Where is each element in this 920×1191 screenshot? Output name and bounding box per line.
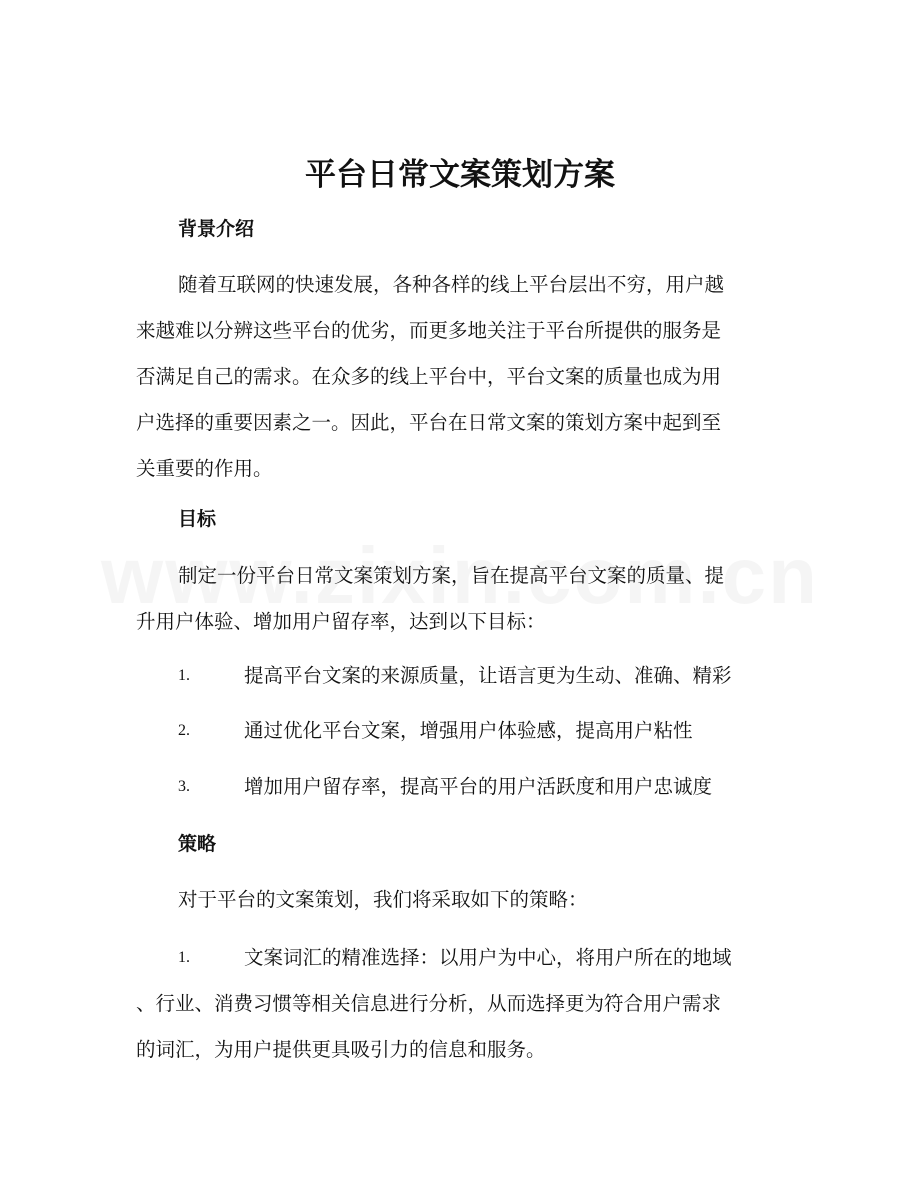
strategy-list-item bbox=[136, 935, 772, 1073]
strategy-paragraph: 对于平台的文案策划，我们将采取如下的策略： bbox=[178, 888, 588, 911]
section-heading-background: 背景介绍 bbox=[178, 218, 255, 240]
list-item-text: 增加用户留存率，提高平台的用户活跃度和用户忠诚度 bbox=[244, 775, 713, 798]
background-paragraph: 随着互联网的快速发展，各种各样的线上平台层出不穷，用户越 来越难以分辨这些平台的优劣，而更多地关注于平台所提供的服务是 否满足自己的需求。在众多的线上平台中，平台文案的质量也成为用 户选择的重要因素之一。因此，平台在日常文案的策划方案中起到至 关重要的作用。 bbox=[136, 273, 725, 480]
list-item-text: 提高平台文案的来源质量，让语言更为生动、准确、精彩 bbox=[244, 664, 732, 687]
goal-paragraph: 制定一份平台日常文案策划方案，旨在提高平台文案的质量、提 升用户体验、增加用户留存率，达到以下目标： bbox=[136, 564, 725, 633]
list-item-text: 通过优化平台文案，增强用户体验感，提高用户粘性 bbox=[244, 719, 693, 742]
list-number: 3. bbox=[178, 778, 190, 795]
document-title: 平台日常文案策划方案 bbox=[305, 157, 615, 193]
section-heading-strategy: 策略 bbox=[178, 833, 217, 855]
list-number: 2. bbox=[178, 722, 190, 739]
list-item-text: 文案词汇的精准选择：以用户为中心，将用户所在的地域 、行业、消费习惯等相关信息进行分析，从而选择更为符合用户需求 的词汇，为用户提供更具吸引力的信息和服务。 bbox=[136, 946, 732, 1061]
section-heading-goal: 目标 bbox=[178, 508, 217, 530]
list-number: 1. bbox=[178, 949, 190, 966]
list-number: 1. bbox=[178, 667, 190, 684]
